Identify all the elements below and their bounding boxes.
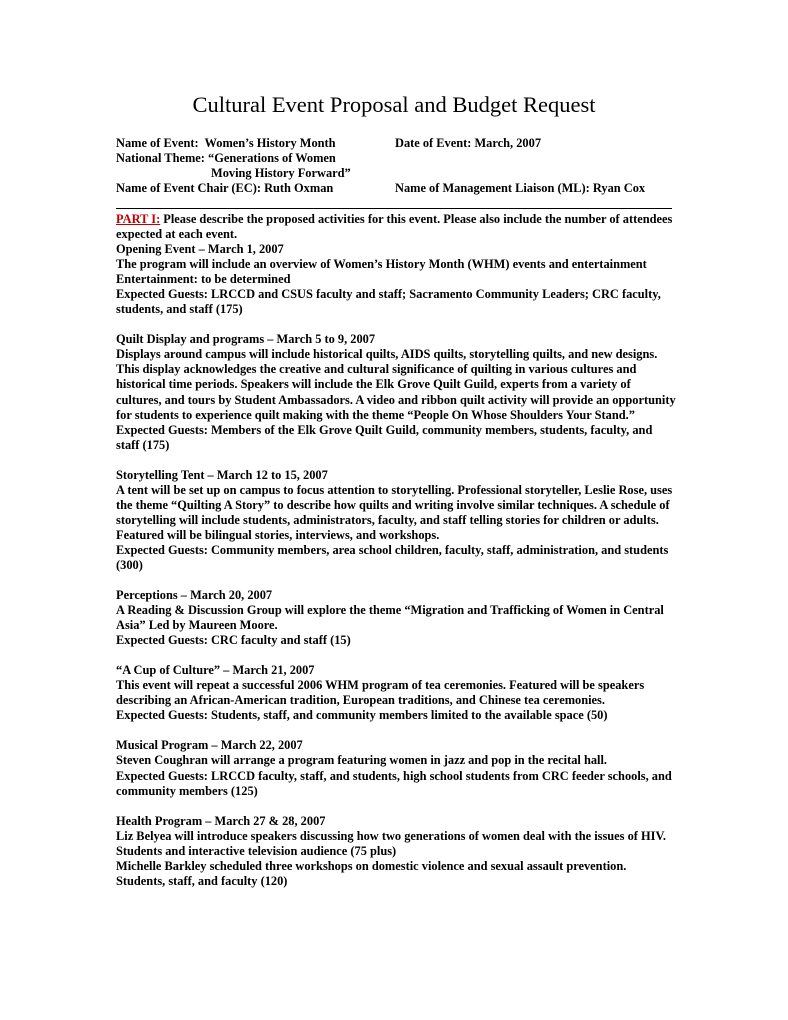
event-heading: Opening Event – March 1, 2007 bbox=[116, 242, 284, 257]
part-one-label: PART I: bbox=[116, 212, 161, 226]
event-line: Expected Guests: Community members, area school children, faculty, staff, administration, and students (300) bbox=[116, 542, 669, 572]
event-line: Students, staff, and faculty (120) bbox=[116, 873, 288, 888]
event-line: Steven Coughran will arrange a program featuring women in jazz and pop in the recital hall. bbox=[116, 753, 608, 768]
event-name: Name of Event: Women’s History Month bbox=[116, 136, 336, 150]
event-block bbox=[116, 814, 676, 889]
event-heading: Perceptions – March 20, 2007 bbox=[116, 588, 273, 603]
management-liaison: Name of Management Liaison (ML): Ryan Cox bbox=[395, 181, 646, 195]
event-line: The program will include an overview of Women’s History Month (WHM) events and entertainment bbox=[116, 257, 647, 272]
event-heading: Musical Program – March 22, 2007 bbox=[116, 738, 303, 753]
event-block bbox=[116, 242, 676, 317]
event-line: Expected Guests: CRC faculty and staff (15) bbox=[116, 633, 351, 648]
event-block bbox=[116, 468, 676, 573]
event-line: This event will repeat a successful 2006 WHM program of tea ceremonies. Featured will be speakers describing an African-American tradition, European traditions, and Chinese tea ceremonies. bbox=[116, 678, 645, 708]
event-line: Expected Guests: Students, staff, and community members limited to the available space (50) bbox=[116, 708, 608, 723]
event-block bbox=[116, 332, 676, 452]
event-line: Expected Guests: Members of the Elk Grove Quilt Guild, community members, students, faculty, and staff (175) bbox=[116, 422, 653, 452]
event-line: Expected Guests: LRCCD and CSUS faculty and staff; Sacramento Community Leaders; CRC faculty, students, and staff (175) bbox=[116, 287, 661, 317]
event-heading: Quilt Display and programs – March 5 to 9, 2007 bbox=[116, 332, 376, 347]
event-line: Liz Belyea will introduce speakers discussing how two generations of women deal with the issues of HIV. bbox=[116, 828, 666, 843]
event-line: Expected Guests: LRCCD faculty, staff, and students, high school students from CRC feeder schools, and community members (125) bbox=[116, 768, 672, 798]
event-chair: Name of Event Chair (EC): Ruth Oxman bbox=[116, 181, 334, 195]
event-line: A Reading & Discussion Group will explore the theme “Migration and Trafficking of Women in Central Asia” Led by Maureen Moore. bbox=[116, 603, 664, 633]
event-line: Michelle Barkley scheduled three workshops on domestic violence and sexual assault prevention. bbox=[116, 858, 627, 873]
event-heading: Health Program – March 27 & 28, 2007 bbox=[116, 813, 326, 828]
national-theme: National Theme: “Generations of Women bbox=[116, 151, 336, 165]
divider bbox=[116, 208, 672, 209]
page-title: Cultural Event Proposal and Budget Request bbox=[192, 92, 596, 117]
event-line: Displays around campus will include historical quilts, AIDS quilts, storytelling quilts, and new designs. This display acknowledges the creative and cultural significance of quilting in various cultures and historical time periods. Speakers will include the Elk Grove Quilt Guild, experts from a variety of cultures, and tours by Student Ambassadors. A video and ribbon quilt activity will provide an opportunity for students to experience quilt making with the theme “People On Whose Shoulders Your Stand.” bbox=[116, 347, 676, 422]
event-heading: “A Cup of Culture” – March 21, 2007 bbox=[116, 663, 315, 678]
event-block bbox=[116, 588, 676, 648]
event-block bbox=[116, 738, 676, 798]
event-heading: Storytelling Tent – March 12 to 15, 2007 bbox=[116, 467, 328, 482]
national-theme-continued: Moving History Forward” bbox=[211, 166, 351, 180]
event-line: Entertainment: to be determined bbox=[116, 272, 291, 287]
event-line: A tent will be set up on campus to focus attention to storytelling. Professional storyteller, Leslie Rose, uses the theme “Quilting A Story” to describe how quilts and writing involve similar techniques. A schedule of storytelling will include students, administrators, faculty, and staff telling stories for children or adults. Featured will be bilingual stories, interviews, and workshops. bbox=[116, 482, 673, 542]
part-one-section bbox=[116, 212, 676, 889]
event-line: Students and interactive television audience (75 plus) bbox=[116, 843, 397, 858]
part-one-instruction: PART I: Please describe the proposed activities for this event. Please also include the number of attendees expected at each event. bbox=[116, 212, 673, 242]
event-block bbox=[116, 663, 676, 723]
event-date: Date of Event: March, 2007 bbox=[395, 136, 542, 150]
